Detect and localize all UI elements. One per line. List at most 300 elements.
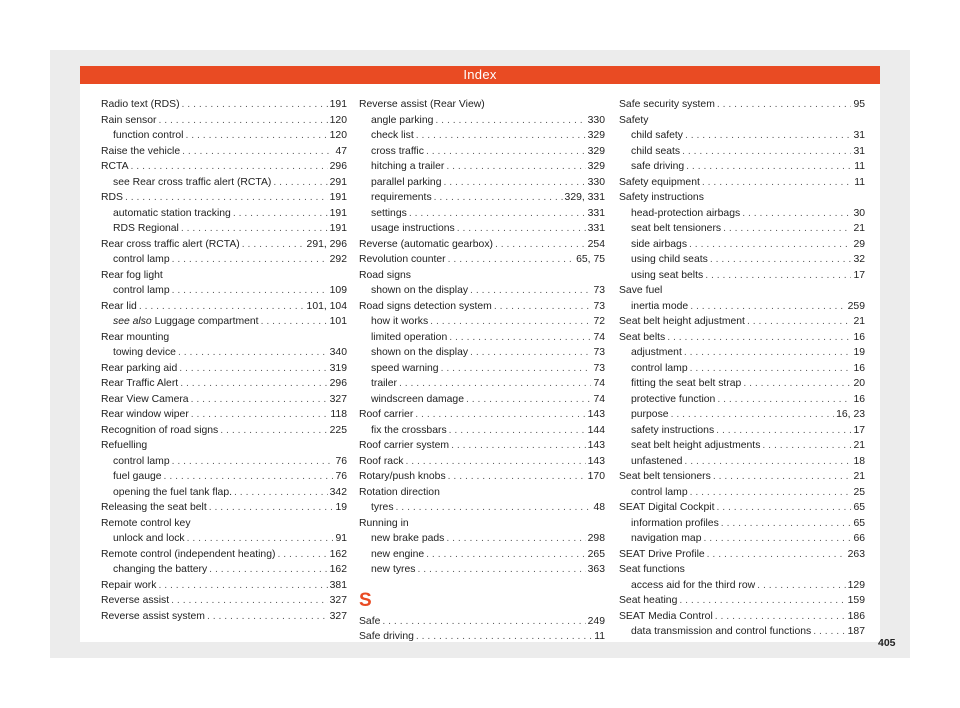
page-reference: 143 — [587, 455, 605, 467]
index-term: shown on the display — [371, 285, 469, 296]
index-term: unlock and lock — [113, 533, 185, 544]
index-entry — [101, 423, 347, 439]
index-term: opening the fuel tank flap. — [113, 486, 233, 498]
index-term: navigation map — [631, 533, 702, 544]
dot-leader — [742, 206, 851, 222]
page-reference: 329, 331 — [564, 192, 605, 203]
dot-leader — [713, 469, 852, 485]
dot-leader — [426, 144, 586, 160]
index-entry — [101, 438, 347, 454]
index-subentry — [359, 113, 605, 129]
index-term: safety instructions — [631, 424, 715, 436]
index-subentry — [101, 562, 347, 578]
index-entry — [619, 175, 865, 191]
dot-leader — [457, 221, 586, 237]
dot-leader — [747, 314, 852, 330]
page-reference: 74 — [593, 393, 605, 405]
index-term: Reverse assist system — [101, 610, 205, 622]
index-term: shown on the display — [371, 347, 469, 358]
index-subentry — [101, 454, 347, 470]
page-reference: 191 — [329, 192, 347, 203]
dot-leader — [449, 330, 591, 346]
index-term: safe driving — [631, 161, 685, 172]
index-subentry — [359, 345, 605, 361]
dot-leader — [409, 206, 586, 222]
page-reference: 74 — [593, 331, 605, 343]
page-reference: 73 — [593, 285, 605, 296]
dot-leader — [180, 376, 327, 392]
index-term: Road signs detection system — [359, 300, 492, 312]
dot-leader — [185, 128, 327, 144]
dot-leader — [172, 283, 328, 299]
page-reference: 17 — [853, 424, 865, 436]
index-term: Reverse assist (Rear View) — [359, 99, 485, 110]
index-subentry — [101, 175, 347, 191]
index-term: Safety — [619, 114, 649, 126]
dot-leader — [448, 252, 574, 268]
index-term: seat belt tensioners — [631, 223, 722, 234]
index-term: RCTA — [101, 161, 129, 172]
page-reference: 48 — [593, 502, 605, 513]
index-term: Seat functions — [619, 564, 685, 575]
index-term: trailer — [371, 378, 397, 389]
dot-leader — [125, 190, 328, 206]
see-also-prefix: see also — [113, 316, 152, 327]
index-term: Rear parking aid — [101, 362, 178, 374]
page-reference: 17 — [853, 269, 865, 281]
index-term: changing the battery — [113, 564, 208, 575]
dot-leader — [399, 376, 591, 392]
page-reference: 327 — [329, 610, 347, 622]
dot-leader — [715, 609, 846, 625]
dot-leader — [813, 624, 845, 640]
index-term: Remote control (independent heating) — [101, 548, 276, 560]
page-reference: 16 — [853, 393, 865, 405]
index-term: control lamp — [113, 455, 170, 467]
page-reference: 162 — [329, 548, 347, 560]
index-subentry — [359, 175, 605, 191]
index-entry — [359, 629, 605, 645]
dot-leader — [689, 237, 851, 253]
index-entry — [619, 562, 865, 578]
page-reference: 120 — [329, 130, 347, 141]
index-term: Refuelling — [101, 440, 148, 451]
index-term: information profiles — [631, 517, 719, 529]
index-term: side airbags — [631, 238, 688, 250]
dot-leader — [717, 97, 852, 113]
index-entry — [101, 268, 347, 284]
index-entry — [101, 547, 347, 563]
index-term: windscreen damage — [371, 393, 464, 405]
index-term: control lamp — [113, 285, 170, 296]
index-subentry — [619, 268, 865, 284]
page-reference: 327 — [329, 595, 347, 606]
dot-leader — [671, 407, 835, 423]
page-reference: 47 — [335, 145, 347, 157]
index-subentry — [619, 485, 865, 501]
page-reference: 291 — [329, 176, 347, 188]
index-entry — [359, 469, 605, 485]
index-entry — [619, 593, 865, 609]
page-reference: 16 — [853, 362, 865, 374]
index-entry — [359, 438, 605, 454]
dot-leader — [179, 361, 327, 377]
index-entry — [359, 237, 605, 253]
dot-leader — [448, 469, 586, 485]
index-subentry — [359, 376, 605, 392]
index-term: new brake pads — [371, 533, 445, 544]
page-reference: 254 — [587, 238, 605, 250]
index-term: access aid for the third row — [631, 579, 756, 591]
index-term: Rotation direction — [359, 486, 440, 498]
dot-leader — [172, 454, 334, 470]
page-reference: 101, 104 — [306, 300, 347, 312]
index-entry — [359, 454, 605, 470]
index-entry — [359, 268, 605, 284]
dot-leader — [430, 314, 591, 330]
index-term: SEAT Digital Cockpit — [619, 502, 715, 513]
index-term: new engine — [371, 548, 425, 560]
index-subentry — [619, 531, 865, 547]
page-reference: 31 — [853, 145, 865, 157]
index-term: fitting the seat belt strap — [631, 378, 742, 389]
index-subentry — [359, 144, 605, 160]
index-entry — [619, 330, 865, 346]
index-term: unfastened — [631, 455, 683, 467]
index-term: Remote control key — [101, 517, 191, 529]
index-term: seat belt height adjustments — [631, 440, 761, 451]
page-reference: 291, 296 — [306, 238, 347, 250]
index-term: RDS — [101, 192, 123, 203]
dot-leader — [710, 252, 852, 268]
page-reference: 225 — [329, 424, 347, 436]
index-subentry — [359, 531, 605, 547]
index-term-text: Luggage compartment — [151, 316, 259, 327]
index-term: Roof carrier — [359, 409, 414, 420]
page-reference: 21 — [853, 440, 865, 451]
index-term: inertia mode — [631, 300, 689, 312]
dot-leader — [446, 531, 585, 547]
dot-leader — [690, 361, 852, 377]
page-reference: 20 — [853, 378, 865, 389]
dot-leader — [158, 113, 327, 129]
index-term: Safety instructions — [619, 192, 704, 203]
index-subentry — [619, 361, 865, 377]
index-term: cross traffic — [371, 145, 424, 157]
page-reference: 32 — [853, 254, 865, 265]
index-term: SEAT Drive Profile — [619, 548, 705, 560]
page-reference: 296 — [329, 378, 347, 389]
dot-leader — [209, 500, 334, 516]
index-subentry — [359, 500, 605, 516]
page-reference: 120 — [329, 114, 347, 126]
page-reference: 191 — [329, 99, 347, 110]
index-term: Safety equipment — [619, 176, 700, 188]
index-entry — [101, 376, 347, 392]
index-subentry — [619, 516, 865, 532]
dot-leader — [131, 159, 328, 175]
index-term: Safe driving — [359, 631, 414, 642]
index-term: control lamp — [631, 362, 688, 374]
page-reference: 143 — [587, 409, 605, 420]
index-term: limited operation — [371, 331, 448, 343]
index-entry — [359, 407, 605, 423]
index-entry — [359, 299, 605, 315]
dot-leader — [685, 128, 851, 144]
index-subentry — [359, 190, 605, 206]
index-subentry — [619, 221, 865, 237]
index-term: Radio text (RDS) — [101, 99, 180, 110]
page-reference: 72 — [593, 316, 605, 327]
index-term: hitching a trailer — [371, 161, 445, 172]
index-column-2 — [359, 97, 605, 645]
page-reference: 30 — [853, 207, 865, 219]
dot-leader — [273, 175, 327, 191]
index-term: fuel gauge — [113, 471, 162, 482]
page-reference: 298 — [587, 533, 605, 544]
dot-leader — [451, 438, 586, 454]
index-term: automatic station tracking — [113, 207, 231, 219]
dot-leader — [682, 144, 851, 160]
page-reference: 186 — [847, 610, 865, 622]
page-reference: 65, 75 — [576, 254, 605, 265]
page-reference: 296 — [329, 161, 347, 172]
index-subentry — [359, 221, 605, 237]
index-subentry — [619, 578, 865, 594]
index-subentry — [619, 128, 865, 144]
index-term: Rear View Camera — [101, 393, 189, 405]
index-term: tyres — [371, 502, 394, 513]
page-reference: 162 — [329, 564, 347, 575]
page-reference: 319 — [329, 362, 347, 374]
page-reference: 363 — [587, 564, 605, 575]
dot-leader — [220, 423, 327, 439]
index-term: protective function — [631, 393, 716, 405]
index-term: Road signs — [359, 269, 411, 281]
dot-leader — [721, 516, 852, 532]
page-reference: 101 — [329, 316, 347, 327]
dot-leader — [234, 485, 328, 501]
dot-leader — [396, 500, 592, 516]
index-subentry — [359, 330, 605, 346]
page-reference: 76 — [335, 455, 347, 467]
dot-leader — [158, 578, 327, 594]
page-reference: 76 — [335, 471, 347, 482]
dot-leader — [717, 392, 851, 408]
index-subentry — [619, 392, 865, 408]
dot-leader — [164, 469, 334, 485]
page-reference: 21 — [853, 223, 865, 234]
page-reference: 265 — [587, 548, 605, 560]
page-reference: 95 — [853, 99, 865, 110]
page-reference: 159 — [847, 595, 865, 606]
index-subentry — [101, 469, 347, 485]
dot-leader — [494, 299, 592, 315]
dot-leader — [426, 547, 586, 563]
index-entry — [619, 469, 865, 485]
index-subentry — [359, 423, 605, 439]
page-reference: 73 — [593, 300, 605, 312]
page-reference: 21 — [853, 316, 865, 327]
dot-leader — [187, 531, 334, 547]
page-reference: 129 — [847, 579, 865, 591]
dot-leader — [415, 407, 585, 423]
index-subentry — [101, 485, 347, 501]
index-term: Roof carrier system — [359, 440, 450, 451]
dot-leader — [449, 423, 586, 439]
dot-leader — [723, 221, 851, 237]
index-subentry — [101, 314, 347, 330]
index-subentry — [619, 159, 865, 175]
index-subentry — [359, 159, 605, 175]
index-term: RDS Regional — [113, 223, 179, 234]
index-entry — [619, 190, 865, 206]
dot-leader — [435, 113, 585, 129]
index-term: Rear fog light — [101, 269, 163, 281]
page-reference: 29 — [853, 238, 865, 250]
index-subentry — [619, 407, 865, 423]
index-subentry — [359, 206, 605, 222]
index-term: Rear window wiper — [101, 409, 189, 420]
dot-leader — [178, 345, 328, 361]
page-reference: 11 — [854, 161, 865, 172]
index-subentry — [619, 345, 865, 361]
dot-leader — [191, 407, 329, 423]
index-term: how it works — [371, 316, 429, 327]
dot-leader — [182, 97, 328, 113]
dot-leader — [716, 500, 851, 516]
page-reference: 109 — [329, 285, 347, 296]
page-reference: 25 — [853, 486, 865, 498]
index-subentry — [619, 299, 865, 315]
page-reference: 331 — [587, 223, 605, 234]
index-entry — [101, 593, 347, 609]
page-reference: 340 — [329, 347, 347, 358]
dot-leader — [702, 175, 852, 191]
index-subentry — [359, 361, 605, 377]
dot-leader — [139, 299, 305, 315]
page-reference: 342 — [329, 486, 347, 498]
page-reference: 16, 23 — [836, 409, 865, 420]
dot-leader — [684, 345, 852, 361]
page-reference: 118 — [330, 409, 347, 420]
page-header: Index — [80, 66, 880, 84]
index-entry — [101, 361, 347, 377]
dot-leader — [705, 268, 851, 284]
dot-leader — [382, 614, 585, 630]
dot-leader — [470, 283, 591, 299]
index-term: check list — [371, 130, 414, 141]
dot-leader — [441, 361, 592, 377]
index-entry — [359, 614, 605, 630]
index-subentry — [619, 206, 865, 222]
dot-leader — [233, 206, 328, 222]
index-term: Rear mounting — [101, 331, 170, 343]
index-term: Raise the vehicle — [101, 145, 181, 157]
dot-leader — [171, 593, 328, 609]
dot-leader — [209, 562, 327, 578]
index-entry — [101, 113, 347, 129]
dot-leader — [446, 159, 585, 175]
index-entry — [101, 190, 347, 206]
dot-leader — [261, 314, 328, 330]
index-term: Safe — [359, 615, 381, 627]
dot-leader — [667, 330, 851, 346]
dot-leader — [470, 345, 591, 361]
dot-leader — [181, 221, 328, 237]
page-reference: 144 — [587, 424, 605, 436]
page-reference: 65 — [853, 502, 865, 513]
index-term: Reverse assist — [101, 595, 170, 606]
dot-leader — [416, 629, 592, 645]
page-reference: 292 — [329, 254, 347, 265]
page-reference: 18 — [853, 455, 865, 467]
index-subentry — [619, 438, 865, 454]
index-subentry — [619, 454, 865, 470]
index-subentry — [619, 252, 865, 268]
dot-leader — [716, 423, 851, 439]
index-term: angle parking — [371, 114, 434, 126]
page-reference: 187 — [847, 626, 865, 637]
dot-leader — [757, 578, 845, 594]
index-term: child seats — [631, 145, 681, 157]
index-entry — [619, 609, 865, 625]
index-entry — [359, 252, 605, 268]
index-entry — [619, 500, 865, 516]
page-reference: 381 — [329, 579, 347, 591]
index-term: control lamp — [631, 486, 688, 498]
index-term: function control — [113, 130, 184, 141]
index-term: parallel parking — [371, 176, 442, 188]
index-entry — [101, 144, 347, 160]
index-subentry — [359, 314, 605, 330]
index-term: Save fuel — [619, 285, 663, 296]
index-subentry — [619, 237, 865, 253]
index-subentry — [359, 547, 605, 563]
index-column-1 — [101, 97, 347, 624]
index-term: Seat belt tensioners — [619, 471, 711, 482]
index-entry — [101, 578, 347, 594]
index-term: Reverse (automatic gearbox) — [359, 238, 493, 250]
dot-leader — [405, 454, 585, 470]
page-reference: 191 — [329, 223, 347, 234]
index-entry — [101, 299, 347, 315]
index-column-3 — [619, 97, 865, 640]
index-subentry — [359, 392, 605, 408]
dot-leader — [207, 609, 328, 625]
page-reference: 331 — [587, 207, 605, 219]
index-section-letter: S — [359, 589, 372, 611]
index-term: Rain sensor — [101, 114, 157, 126]
index-term: towing device — [113, 347, 176, 358]
index-term: usage instructions — [371, 223, 455, 234]
index-term: Releasing the seat belt — [101, 502, 207, 513]
page-reference: 73 — [593, 347, 605, 358]
index-term: Running in — [359, 517, 409, 529]
index-entry — [101, 97, 347, 113]
index-term: SEAT Media Control — [619, 610, 713, 622]
index-subentry — [101, 252, 347, 268]
page-reference: 16 — [853, 331, 865, 343]
index-term: purpose — [631, 409, 669, 420]
index-subentry — [359, 562, 605, 578]
index-term: Roof rack — [359, 455, 404, 467]
index-term: see Rear cross traffic alert (RCTA) — [113, 176, 272, 188]
page-reference: 259 — [847, 300, 865, 312]
index-term: child safety — [631, 130, 683, 141]
index-subentry — [359, 283, 605, 299]
index-term: data transmission and control functions — [631, 626, 812, 637]
